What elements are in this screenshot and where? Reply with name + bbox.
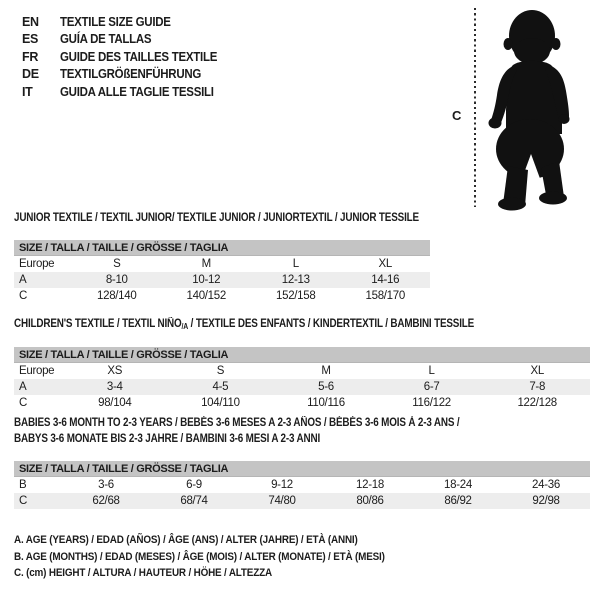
footnotes [14,532,426,582]
children-size-table [14,347,590,411]
footnote-c: C. (cm) HEIGHT / ALTURA / HAUTEUR / HÖHE / ALTEZZA [14,567,272,579]
table-cell: 10-12 [192,274,221,286]
table-cell: 68/74 [180,495,208,507]
language-code: FR [22,49,39,64]
table-cell: S [113,258,121,270]
table-cell: 6-7 [423,381,440,393]
table-cell: 104/110 [201,397,240,409]
babies-section-title [14,415,459,447]
language-code: EN [22,14,39,29]
language-row-de [22,66,231,84]
table-cell: XL [530,365,544,377]
table-cell: 98/104 [98,397,132,409]
table-cell: M [321,365,331,377]
language-code: DE [22,67,39,82]
language-label: GUIDA ALLE TAGLIE TESSILI [60,84,214,99]
table-cell: 12-13 [281,274,310,286]
table-cell: 122/128 [517,397,557,409]
table-cell: 8-10 [105,274,128,286]
table-cell: 116/122 [412,397,451,409]
babies-size-table [14,461,590,509]
babies-title-line2: BABYS 3-6 MONATE BIS 2-3 JAHRE / BAMBINI 3-6 MESI A 2-3 ANNI [14,433,321,445]
language-row-it [22,83,231,101]
table-cell: M [201,258,211,270]
table-cell: 6-9 [186,479,202,491]
table-cell: L [292,258,299,270]
table-cell: C [19,290,28,302]
table-cell: C [19,397,28,409]
table-cell: 152/158 [276,290,316,302]
table-row [14,272,430,288]
table-cell: A [19,274,27,286]
table-cell: 110/116 [307,397,345,409]
table-cell: XL [378,258,392,270]
table-row [14,363,590,379]
table-row [14,395,590,411]
language-row-fr [22,48,231,66]
junior-size-header-bar: SIZE / TALLA / TAILLE / GRÖSSE / TAGLIA [14,240,430,256]
language-label: TEXTILGRÖßENFÜHRUNG [60,67,202,82]
language-label: GUIDE DES TAILLES TEXTILE [60,49,218,64]
baby-silhouette-icon [486,8,590,212]
children-title-prefix: CHILDREN'S TEXTILE / TEXTIL NIÑO [14,318,182,330]
table-row [14,379,590,395]
table-cell: 12-18 [356,479,384,491]
table-cell: 158/170 [365,290,405,302]
language-label: GUÍA DE TALLAS [60,32,152,47]
height-dotted-line [474,8,476,207]
table-cell: 24-36 [532,479,560,491]
table-cell: 92/98 [532,495,560,507]
table-row [14,493,590,509]
table-row [14,288,430,304]
babies-title-line1: BABIES 3-6 MONTH TO 2-3 YEARS / BEBÉS 3-6 MESES A 2-3 AÑOS / BÉBÉS 3-6 MOIS À 2-3 ANS / [14,417,460,429]
children-size-header-bar: SIZE / TALLA / TAILLE / GRÖSSE / TAGLIA [14,347,590,363]
table-cell: 18-24 [444,479,472,491]
table-cell: 140/152 [186,290,226,302]
height-c-label: C [452,108,462,123]
language-row-es [22,31,231,49]
table-cell: Europe [19,365,55,377]
table-cell: 62/68 [92,495,120,507]
table-cell: B [19,479,27,491]
language-row-en [22,13,231,31]
language-code: IT [22,84,33,99]
table-cell: 3-4 [106,381,123,393]
children-section-title [14,318,474,331]
table-cell: A [19,381,27,393]
table-cell: XS [107,365,123,377]
table-cell: 74/80 [268,495,296,507]
language-list [22,13,231,101]
table-cell: C [19,495,28,507]
table-cell: L [428,365,435,377]
table-row [14,256,430,272]
table-cell: 7-8 [529,381,546,393]
table-cell: Europe [19,258,55,270]
babies-size-header-bar: SIZE / TALLA / TAILLE / GRÖSSE / TAGLIA [14,461,590,477]
footnote-b: B. AGE (MONTHS) / EDAD (MESES) / ÂGE (MOIS) / ALTER (MONATE) / ETÀ (MESI) [14,550,385,563]
junior-size-table [14,240,430,304]
footnote-a: A. AGE (YEARS) / EDAD (AÑOS) / ÂGE (ANS) / ALTER (JAHRE) / ETÀ (ANNI) [14,534,358,546]
table-row [14,477,590,493]
table-cell: S [216,365,225,377]
children-title-subscript: /A [181,322,189,331]
junior-section-title: JUNIOR TEXTILE / TEXTIL JUNIOR/ TEXTILE JUNIOR / JUNIORTEXTIL / JUNIOR TESSILE [14,212,419,224]
table-cell: 128/140 [97,290,137,302]
table-cell: 80/86 [356,495,384,507]
table-cell: 9-12 [271,479,293,491]
table-cell: 86/92 [444,495,472,507]
table-cell: 14-16 [371,274,400,286]
table-cell: 5-6 [318,381,334,393]
language-code: ES [22,32,39,47]
table-cell: 3-6 [98,479,114,491]
children-title-suffix: / TEXTILE DES ENFANTS / KINDERTEXTIL / BAMBINI TESSILE [188,318,475,330]
table-cell: 4-5 [212,381,229,393]
language-label: TEXTILE SIZE GUIDE [60,14,171,29]
